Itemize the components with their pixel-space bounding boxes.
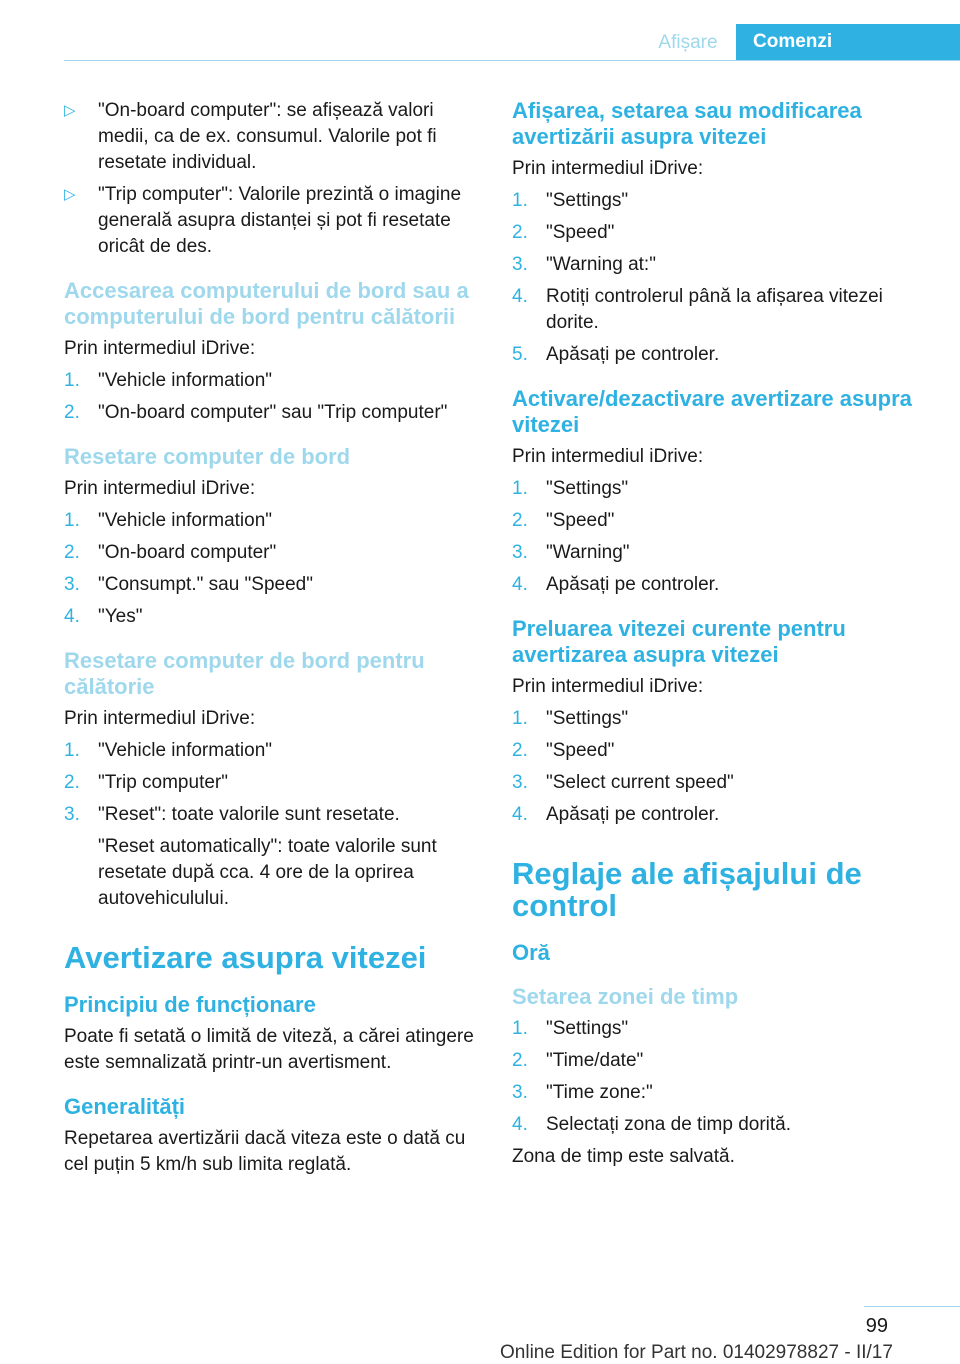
step-item: 3. "Reset": toate valorile sunt resetate. [64, 804, 400, 825]
page-number: 99 [865, 1315, 888, 1337]
step-item: 3. "Consumpt." sau "Speed" [64, 574, 313, 595]
tab-afisare[interactable]: Afișare [658, 32, 718, 53]
intro-text: Prin intermediul iDrive: [512, 676, 704, 697]
step-item: 1. "Vehicle information" [64, 740, 273, 761]
intro-text: Prin intermediul iDrive: [64, 708, 256, 729]
section-heading: Setarea zonei de timp [512, 984, 739, 1009]
section-heading: Activare/dezactivare avertizare asupra vitezei [512, 386, 912, 437]
step-item: 3. "Warning at:" [512, 254, 656, 275]
step-item: 3. "Select current speed" [512, 772, 734, 793]
step-item: 1. "Vehicle information" [64, 510, 273, 531]
step-item: 2. "On-board computer" sau "Trip computer" [64, 402, 448, 423]
section-heading: Generalități [64, 1094, 186, 1119]
step-item: 4. Rotiți controlerul până la afișarea vitezei dorite. [512, 286, 883, 333]
left-column [64, 98, 482, 1184]
edition-footer: Online Edition for Part no. 01402978827 - II/17 [500, 1342, 893, 1363]
intro-text: Prin intermediul iDrive: [64, 478, 256, 499]
right-column [512, 98, 932, 1176]
step-item: 2. "On-board computer" [64, 542, 277, 563]
step-item: 4. Apăsați pe controler. [512, 574, 720, 595]
step-item: 1. "Settings" [512, 190, 629, 211]
step-item: 5. Apăsați pe controler. [512, 344, 720, 365]
body-text: Zona de timp este salvată. [512, 1146, 735, 1167]
intro-text: Prin intermediul iDrive: [512, 446, 704, 467]
step-note: "Reset automatically": toate valorile sunt resetate după cca. 4 ore de la oprirea autovehiculului. [98, 836, 437, 909]
step-item: 2. "Speed" [512, 740, 615, 761]
header-rule [64, 60, 960, 61]
step-item: 4. Selectați zona de timp dorită. [512, 1114, 792, 1135]
step-item: 2. "Speed" [512, 510, 615, 531]
intro-text: Prin intermediul iDrive: [64, 338, 256, 359]
section-heading: Preluarea vitezei curente pentru avertizarea asupra vitezei [512, 616, 846, 667]
step-item: 1. "Settings" [512, 1018, 629, 1039]
section-heading: Resetare computer de bord [64, 444, 351, 469]
section-heading: Oră [512, 940, 550, 965]
step-item: 3. "Warning" [512, 542, 630, 563]
step-item: 1. "Settings" [512, 708, 629, 729]
step-item: 1. "Settings" [512, 478, 629, 499]
step-item: 1. "Vehicle information" [64, 370, 273, 391]
step-item: 4. "Yes" [64, 606, 143, 627]
step-item: 2. "Time/date" [512, 1050, 644, 1071]
intro-text: Prin intermediul iDrive: [512, 158, 704, 179]
step-item: 2. "Speed" [512, 222, 615, 243]
body-text: Poate fi setată o limită de viteză, a cărei atingere este semnalizată printr-un avertisment. [64, 1026, 474, 1073]
step-item: 2. "Trip computer" [64, 772, 228, 793]
chapter-heading: Reglaje ale afișajului de control [512, 856, 862, 923]
triangle-bullet-icon: ▷ [64, 102, 76, 119]
footer-rule [864, 1306, 960, 1307]
chapter-heading: Avertizare asupra vitezei [64, 940, 427, 975]
list-item: ▷ "Trip computer": Valorile prezintă o imagine generală asupra distanței și pot fi resetate oricât de des. [64, 184, 462, 257]
section-heading: Resetare computer de bord pentru călătorie [64, 648, 425, 699]
step-item: 3. "Time zone:" [512, 1082, 653, 1103]
section-heading: Principiu de funcționare [64, 992, 316, 1017]
list-item: ▷ "On-board computer": se afișează valori medii, ca de ex. consumul. Valorile pot fi resetate individual. [64, 100, 437, 173]
section-heading: Accesarea computerului de bord sau a computerului de bord pentru călătorii [64, 278, 469, 329]
section-heading: Afișarea, setarea sau modificarea avertizării asupra vitezei [512, 98, 862, 149]
body-text: Repetarea avertizării dacă viteza este o dată cu cel puțin 5 km/h sub limita reglată. [64, 1128, 466, 1175]
triangle-bullet-icon: ▷ [64, 186, 76, 203]
tab-comenzi[interactable]: Comenzi [736, 24, 960, 60]
step-item: 4. Apăsați pe controler. [512, 804, 720, 825]
